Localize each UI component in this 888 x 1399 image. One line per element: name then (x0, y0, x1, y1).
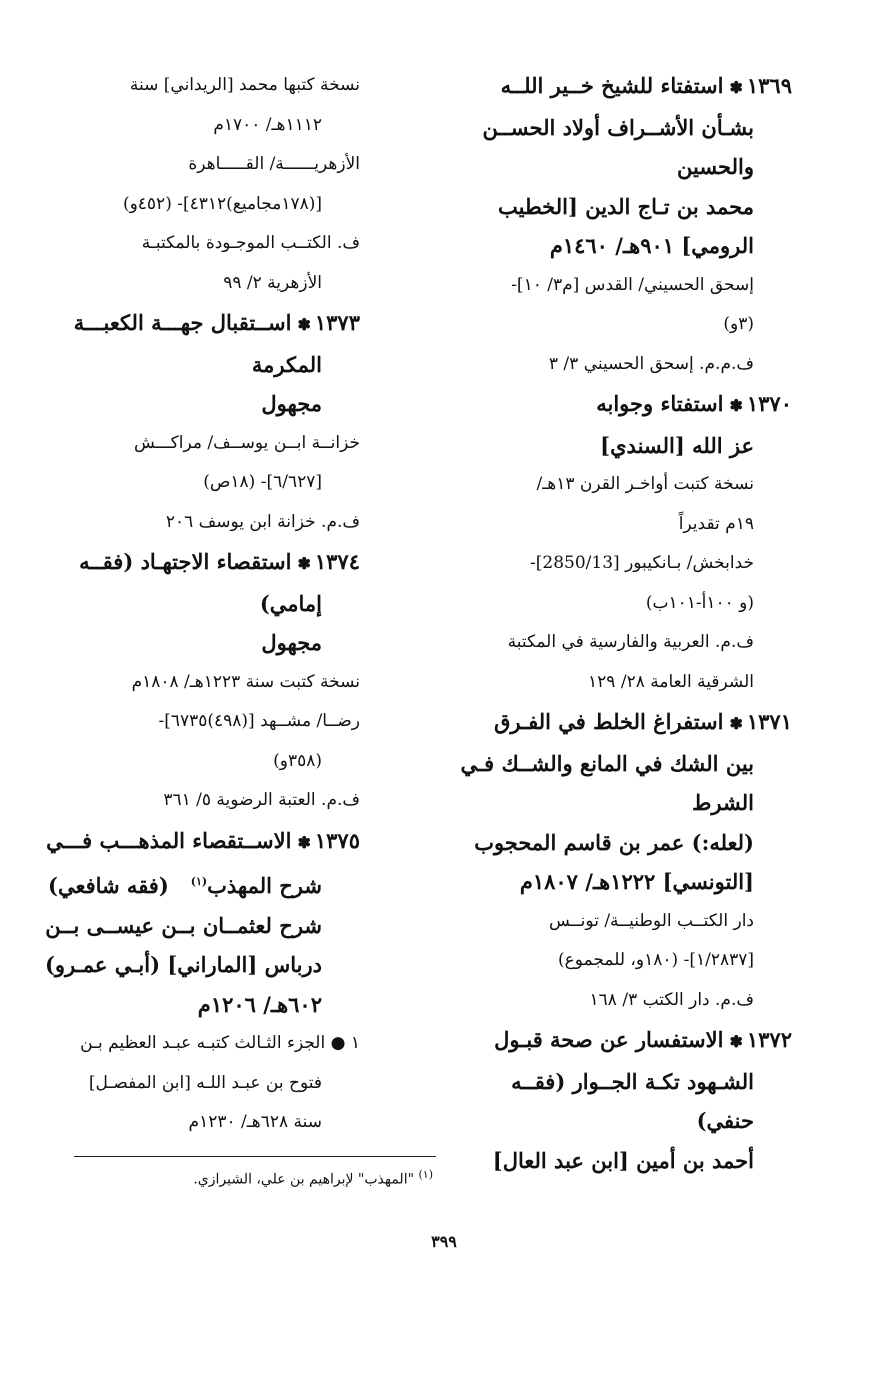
entry-author: (لعله:) عمر بن قاسم المحجوب (474, 829, 754, 855)
entry-meta: رضــا/ مشــهد [(٤٩٨)٦٧٣٥]- (158, 711, 360, 731)
entry-meta: ١١١٢هـ/ ١٧٠٠م (213, 114, 322, 135)
footnote-divider (74, 1156, 436, 1157)
entry-title: ١٣٧٥✽الاســتقصاء المذهـــب فـــي (46, 827, 360, 853)
page-number: ٣٩٩ (431, 1232, 457, 1251)
entry-meta: إسحق الحسيني/ القدس [م٣/ ١٠]- (511, 274, 754, 295)
entry-meta: دار الكتــب الوطنيــة/ تونــس (549, 910, 754, 931)
entry-author: مجهول (261, 391, 322, 416)
footnote (73, 1163, 433, 1192)
entry-meta: نسخة كتبت أواخـر القرن ١٣هـ/ (536, 474, 754, 494)
footnote-mark: (١) (418, 1168, 433, 1181)
entry-author: شرح لعثمــان بــن عيســى بــن (45, 912, 322, 938)
entry-1373 (74, 303, 360, 542)
entry-title: ١٣٧١✽استفراغ الخلط في الفـرق (494, 709, 792, 734)
numbered-note: سنة ٦٢٨هـ/ ١٢٣٠م (188, 1112, 322, 1132)
entry-title: ١٣٧٠✽استفتاء وجوابه (596, 391, 792, 416)
entry-title: ١٣٧٣✽اســتقبال جهـــة الكعبـــة (73, 310, 360, 335)
star-icon: ✽ (297, 554, 311, 573)
star-icon: ✽ (729, 714, 743, 733)
entry-meta: ١٩م تقديراً (678, 513, 754, 534)
entry-author: [التونسي] ١٢٢٢هـ/ ١٨٠٧م (519, 869, 754, 894)
entry-meta: [١/٢٨٣٧]- (١٨٠و، للمجموع) (558, 950, 754, 970)
right-column (460, 66, 792, 1180)
entry-meta: ف.م.م. إسحق الحسيني ٣/ ٣ (548, 353, 754, 374)
footnote-reference[interactable]: (١) (190, 875, 208, 888)
star-icon: ✽ (297, 832, 311, 852)
entry-title-cont: الشـهود تكـة الجــوار (فقــه (511, 1068, 754, 1094)
entry-meta: نسخة كتبت سنة ١٢٢٣هـ/ ١٨٠٨م (131, 671, 360, 692)
entry-meta: ف.م. العربية والفارسية في المكتبة (507, 632, 754, 652)
entry-author: ٦٠٢هـ/ ١٢٠٦م (197, 991, 322, 1017)
entry-meta: نسخة كتبها محمد [الريداني] سنة (129, 75, 360, 95)
entry-author: درباس [الماراني] (أبـي عمـرو) (44, 952, 322, 977)
entry-meta: ف.م. العتبة الرضوية ٥/ ٣٦١ (163, 790, 360, 810)
entry-meta: [(١٧٨مجاميع)٤٣١٢]- (٤٥٢و) (122, 193, 322, 214)
entry-1372 (460, 1020, 792, 1180)
entry-1374 (74, 542, 360, 821)
entry-author: أحمد بن أمين [ابن عبد العال] (492, 1147, 754, 1173)
entry-meta: الشرقية العامة ٢٨/ ١٢٩ (588, 671, 754, 692)
footnote-text: "المهذب" لإبراهيم بن علي، الشيرازي. (193, 1171, 415, 1188)
entry-1372-continued (74, 66, 360, 303)
entry-meta: ف.م. دار الكتب ٣/ ١٦٨ (589, 989, 754, 1010)
numbered-note: فتوح بن عبـد اللـه [ابن المفصـل] (88, 1072, 322, 1093)
entry-meta: خزانــة ابــن يوســف/ مراكـــش (134, 432, 360, 453)
entry-1369 (460, 66, 792, 384)
entry-meta: (٣و) (723, 314, 754, 334)
star-icon: ✽ (729, 1032, 743, 1051)
entry-title: ١٣٦٩✽استفتاء للشيخ خــير اللــه (500, 73, 792, 98)
left-column (44, 66, 360, 1143)
entry-author: محمد بن تـاج الدين [الخطيب (498, 193, 754, 219)
entry-meta: الأزهريــــــة/ القـــــاهرة (188, 154, 360, 174)
star-icon: ✽ (729, 396, 743, 415)
entry-meta: [٦/٦٢٧]- (١٨ص) (203, 472, 322, 492)
entry-meta: (و ١٠٠أ-١٠١ب) (645, 592, 754, 613)
entry-meta: الأزهرية ٢/ ٩٩ (223, 272, 322, 293)
entry-title: ١٣٧٢✽الاستفسار عن صحة قبـول (494, 1027, 792, 1052)
entry-1371 (460, 702, 792, 1020)
entry-title-cont: إمامي) (259, 590, 322, 616)
entry-1370 (460, 384, 792, 702)
star-icon: ✽ (729, 78, 743, 97)
numbered-note: ١ ● الجزء الثـالث كتبـه عبـد العظيم بـن (80, 1033, 360, 1053)
entry-1375 (44, 821, 360, 1143)
entry-author: مجهول (261, 630, 322, 655)
entry-meta: ف. الكتــب الموجـودة بالمكتبـة (141, 233, 360, 253)
entry-meta: ف.م. خزانة ابن يوسف ٢٠٦ (165, 511, 360, 532)
entry-meta: (٣٥٨و) (273, 750, 322, 771)
entry-author: الرومي] ٩٠١هـ/ ١٤٦٠م (549, 233, 754, 258)
entry-title-cont: والحسين (677, 154, 754, 179)
entry-title-cont: حنفي) (696, 1108, 754, 1133)
entry-title: ١٣٧٤✽استقصاء الاجتهـاد (فقــه (79, 549, 360, 574)
entry-title-cont: الشرط (692, 790, 754, 815)
entry-title-cont: المكرمة (251, 351, 322, 377)
entry-title-cont: بين الشك في المانع والشــك فـي (460, 750, 754, 776)
entry-author: عز الله [السندي] (600, 432, 754, 458)
entry-title-cont: بشـأن الأشــراف أولاد الحســن (482, 114, 754, 140)
entry-title-cont: شرح المهذب$^{(١)}$ (فقه شافعي) (48, 873, 322, 898)
entry-meta: خدابخش/ بـانكيبور [2850/13]- (530, 553, 754, 573)
star-icon: ✽ (297, 315, 311, 334)
